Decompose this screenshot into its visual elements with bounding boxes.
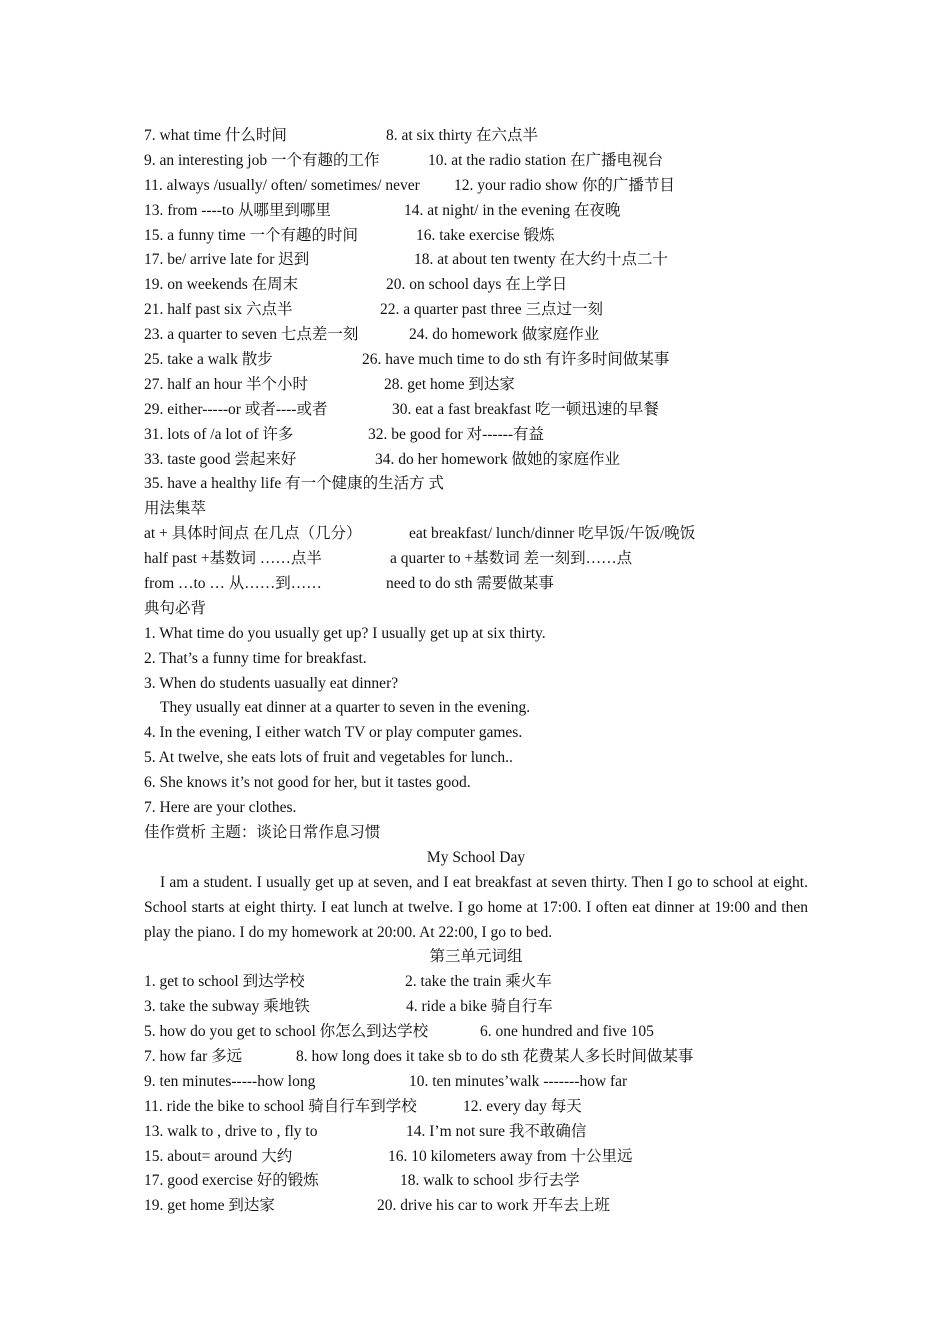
usage-left: half past +基数词 ……点半 [144,550,322,568]
phrase-left: 29. either-----or 或者----或者 [144,400,328,418]
phrase-right: 14. I’m not sure 我不敢确信 [406,1122,587,1140]
section-heading-usage: 用法集萃 [144,500,207,518]
usage-list [144,522,808,597]
phrase-row [144,124,808,149]
phrase-left: 1. get to school 到达学校 [144,973,305,991]
phrase-left: 25. take a walk 散步 [144,351,273,369]
phrase-left: 21. half past six 六点半 [144,301,293,319]
phrase-left: 13. from ----to 从哪里到哪里 [144,201,331,219]
usage-left: at + 具体时间点 在几点（几分） [144,525,362,543]
phrase-row [144,398,808,423]
phrase-left: 17. good exercise 好的锻炼 [144,1172,319,1190]
phrase-right: 8. how long does it take sb to do sth 花费某人多长时间做某事 [296,1048,694,1065]
phrase-right: 18. walk to school 步行去学 [400,1172,580,1190]
usage-row [144,547,808,572]
phrase-left: 19. get home 到达家 [144,1197,275,1215]
sentence: 2. That’s a funny time for breakfast. [144,649,367,667]
document-page [144,124,808,1219]
phrase-row: 35. have a healthy life 有一个健康的生活方 式 [144,475,445,493]
phrase-row [144,1145,808,1170]
usage-row [144,522,808,547]
phrase-right: 8. at six thirty 在六点半 [386,127,538,144]
usage-left: from …to … 从……到…… [144,575,322,593]
usage-right: a quarter to +基数词 差一刻到……点 [390,550,633,568]
phrase-left: 5. how do you get to school 你怎么到达学校 [144,1023,429,1041]
phrase-right: 22. a quarter past three 三点过一刻 [380,301,603,319]
phrase-right: 20. drive his car to work 开车去上班 [377,1197,610,1215]
phrase-left: 23. a quarter to seven 七点差一刻 [144,326,359,344]
phrase-right: 28. get home 到达家 [384,375,515,393]
sentence: 6. She knows it’s not good for her, but it tastes good. [144,774,471,792]
phrase-right: 24. do homework 做家庭作业 [409,326,600,344]
phrase-right: 16. take exercise 锻炼 [416,226,555,244]
usage-right: need to do sth 需要做某事 [386,575,554,593]
phrase-row [144,248,808,273]
phrase-row [144,199,808,224]
phrase-row [144,1120,808,1145]
phrase-row [144,174,808,199]
phrase-row [144,423,808,448]
phrase-left: 19. on weekends 在周末 [144,276,299,294]
phrase-row [144,970,808,995]
phrase-left: 17. be/ arrive late for 迟到 [144,251,310,269]
phrase-row [144,1194,808,1219]
phrase-right: 20. on school days 在上学日 [386,276,568,294]
essay-title: My School Day [426,848,526,866]
phrase-row [144,1020,808,1045]
section-heading-sentences: 典句必背 [144,599,207,617]
phrase-right: 4. ride a bike 骑自行车 [406,998,553,1016]
phrase-left: 9. ten minutes-----how long [144,1072,316,1090]
usage-right: eat breakfast/ lunch/dinner 吃早饭/午饭/晚饭 [409,525,696,543]
phrase-left: 15. about= around 大约 [144,1147,293,1165]
phrase-right: 30. eat a fast breakfast 吃一顿迅速的早餐 [392,400,659,418]
phrase-left: 13. walk to , drive to , fly to [144,1122,318,1140]
phrase-right: 6. one hundred and five 105 [480,1023,654,1041]
phrase-left: 3. take the subway 乘地铁 [144,998,310,1016]
phrase-right: 26. have much time to do sth 有许多时间做某事 [362,351,670,369]
essay-body: I am a student. I usually get up at seven, and I eat breakfast at seven thirty. Then I go to school at eight. School starts at eight thirty. I eat lunch at twelve. I go home at 17:00. I often eat dinner at 19:00 and then play the piano. I do my homework at 20:00. At 22:00, I go to bed. [144,873,808,941]
phrase-right: 2. take the train 乘火车 [405,973,552,991]
phrase-right: 14. at night/ in the evening 在夜晚 [404,201,621,219]
unit3-phrase-list [144,970,808,1219]
unit2-phrase-list [144,124,808,497]
section-heading-writing: 佳作赏析 主题：谈论日常作息习惯 [144,823,381,841]
phrase-right: 16. 10 kilometers away from 十公里远 [388,1147,633,1165]
phrase-row [144,1070,808,1095]
phrase-right: 34. do her homework 做她的家庭作业 [375,450,620,468]
phrase-left: 9. an interesting job 一个有趣的工作 [144,151,380,169]
phrase-row [144,224,808,249]
phrase-row [144,373,808,398]
sentence: 4. In the evening, I either watch TV or play computer games. [144,724,523,742]
sentence-list [144,622,808,821]
phrase-left: 15. a funny time 一个有趣的时间 [144,226,358,244]
section-heading-unit3: 第三单元词组 [429,948,523,966]
phrase-left: 7. how far 多远 [144,1048,243,1065]
phrase-left: 11. always /usually/ often/ sometimes/ never [144,176,420,194]
phrase-right: 10. ten minutes’walk -------how far [409,1072,628,1090]
phrase-row [144,298,808,323]
phrase-right: 32. be good for 对------有益 [368,425,545,443]
phrase-left: 7. what time 什么时间 [144,127,287,144]
sentence: 3. When do students uasually eat dinner? [144,674,399,692]
phrase-row [144,448,808,473]
phrase-row [144,323,808,348]
sentence: 7. Here are your clothes. [144,799,297,817]
usage-row [144,572,808,597]
phrase-row [144,1045,808,1070]
phrase-right: 12. every day 每天 [463,1097,582,1115]
sentence: 5. At twelve, she eats lots of fruit and vegetables for lunch.. [144,749,513,767]
phrase-left: 33. taste good 尝起来好 [144,450,297,468]
phrase-row [144,1169,808,1194]
phrase-right: 10. at the radio station 在广播电视台 [428,151,664,169]
phrase-row [144,1095,808,1120]
phrase-row [144,995,808,1020]
phrase-row [144,149,808,174]
phrase-row [144,273,808,298]
phrase-left: 31. lots of /a lot of 许多 [144,425,294,443]
phrase-right: 18. at about ten twenty 在大约十点二十 [414,251,668,269]
sentence: 1. What time do you usually get up? I usually get up at six thirty. [144,624,546,642]
phrase-row [144,348,808,373]
phrase-left: 11. ride the bike to school 骑自行车到学校 [144,1097,417,1115]
phrase-left: 27. half an hour 半个小时 [144,375,309,393]
sentence: They usually eat dinner at a quarter to seven in the evening. [160,699,531,717]
phrase-right: 12. your radio show 你的广播节目 [454,176,675,194]
